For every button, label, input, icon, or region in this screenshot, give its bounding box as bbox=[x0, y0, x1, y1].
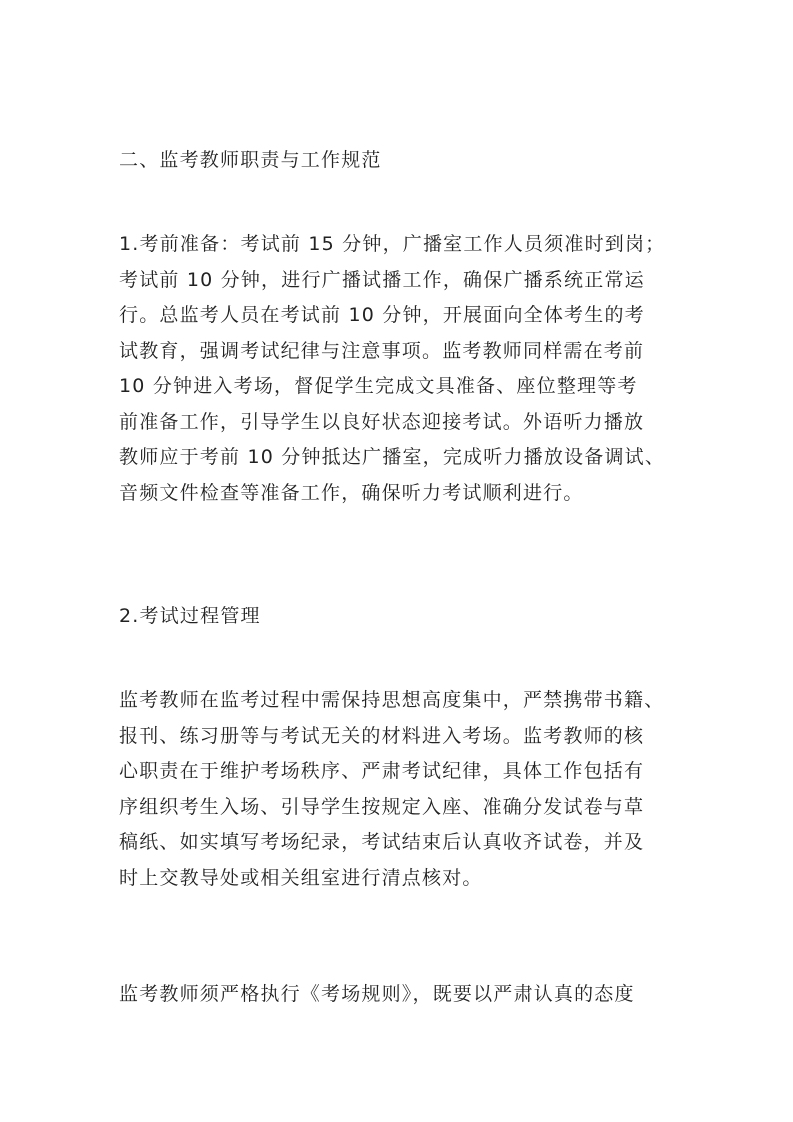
section-heading bbox=[119, 143, 685, 179]
paragraph-line: 10 分钟进入考场，督促学生完成文具准备、座位整理等考 bbox=[119, 375, 638, 397]
paragraph-line: 行。总监考人员在考试前 10 分钟，开展面向全体考生的考 bbox=[119, 304, 645, 326]
paragraph-line: 教师应于考前 10 分钟抵达广播室，完成听力播放设备调试、 bbox=[119, 446, 666, 468]
paragraph-exam-preparation bbox=[119, 227, 685, 511]
subheading-exam-process bbox=[119, 599, 685, 635]
paragraph-line: 监考教师在监考过程中需保持思想高度集中，严禁携带书籍、 bbox=[119, 689, 665, 711]
paragraph-line: 心职责在于维护考场秩序、严肃考试纪律，具体工作包括有 bbox=[119, 760, 645, 782]
paragraph-line: 音频文件检查等准备工作，确保听力考试顺利进行。 bbox=[119, 481, 584, 504]
paragraph-line: 序组织考生入场、引导学生按规定入座、准确分发试卷与草 bbox=[119, 795, 645, 818]
paragraph-line: 时上交教导处或相关组室进行清点核对。 bbox=[119, 866, 483, 889]
paragraph-line: 监考教师须严格执行《考场规则》，既要以严肃认真的态度 bbox=[119, 983, 635, 1005]
paragraph-exam-rules bbox=[119, 977, 685, 1013]
paragraph-line: 稿纸、如实填写考场纪录，考试结束后认真收齐试卷，并及 bbox=[119, 831, 645, 853]
subheading-line: 2.考试过程管理 bbox=[119, 605, 261, 627]
paragraph-line: 1.考前准备：考试前 15 分钟，广播室工作人员须准时到岗； bbox=[119, 233, 666, 255]
paragraph-line: 考试前 10 分钟，进行广播试播工作，确保广播系统正常运 bbox=[119, 268, 645, 291]
paragraph-line: 试教育，强调考试纪律与注意事项。监考教师同样需在考前 bbox=[119, 339, 645, 362]
paragraph-exam-process bbox=[119, 683, 685, 896]
heading-line: 二、监考教师职责与工作规范 bbox=[119, 149, 382, 171]
paragraph-line: 前准备工作，引导学生以良好状态迎接考试。外语听力播放 bbox=[119, 410, 645, 433]
paragraph-line: 报刊、练习册等与考试无关的材料进入考场。监考教师的核 bbox=[119, 724, 645, 747]
